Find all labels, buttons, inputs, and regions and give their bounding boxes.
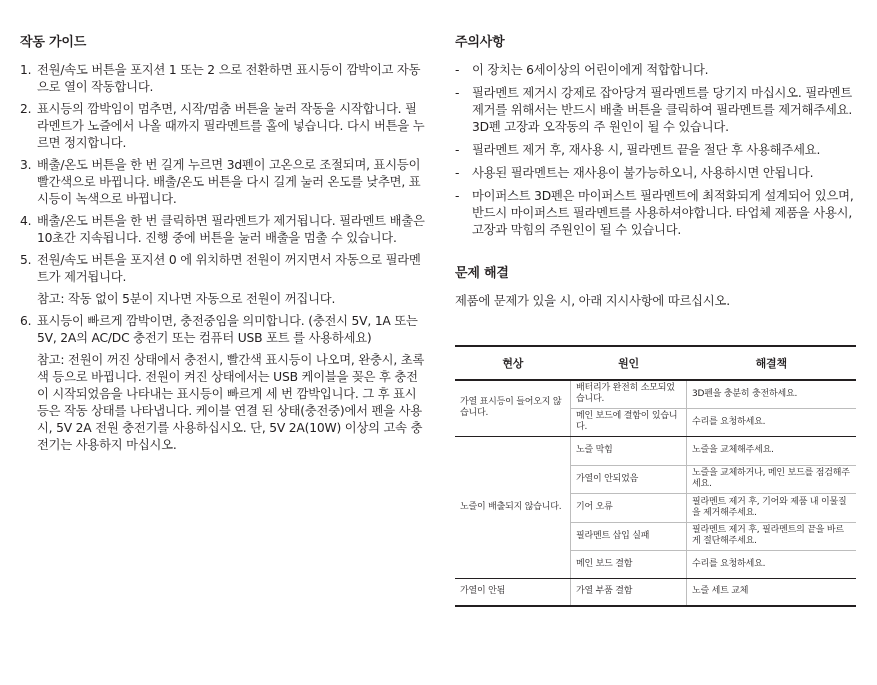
solution-cell: 3D펜을 충분히 충전하세요. xyxy=(687,380,857,408)
step-text: 배출/온도 버튼을 한 번 클릭하면 필라멘트가 제거됩니다. 필라멘트 배출은 10초간 지속됩니다. 진행 중에 버튼을 눌러 배출을 멈출 수 있습니다. xyxy=(37,214,425,245)
caution-text: 필라멘트 제거시 강제로 잡아당겨 필라멘트를 당기지 마십시오. 필라멘트 제거를 위해서는 반드시 배출 버튼을 클릭하여 필라멘트를 제거해주세요. 3D펜 고장과 오작동의 주 원인이 될 수 있습니다. xyxy=(472,86,853,134)
solution-cell: 수리를 요청하세요. xyxy=(687,408,857,436)
troubleshoot-intro: 제품에 문제가 있을 시, 아래 지시사항에 따르십시오. xyxy=(455,294,730,308)
cause-cell: 메인 보드 결함 xyxy=(571,550,687,578)
table-row xyxy=(455,436,856,465)
step-number: 6. xyxy=(20,314,32,328)
dash-bullet: - xyxy=(455,143,460,157)
step-item xyxy=(20,313,428,454)
caution-text: 사용된 필라멘트는 재사용이 불가능하오니, 사용하시면 안됩니다. xyxy=(472,166,814,180)
cause-cell: 배터리가 완전히 소모되었습니다. xyxy=(571,380,687,408)
step-item xyxy=(20,62,428,96)
step-text: 표시등이 빠르게 깜박이면, 충전중임을 의미합니다. (충전시 5V, 1A 또는 5V, 2A의 AC/DC 충전기 또는 컴퓨터 USB 포트 를 사용하세요) xyxy=(37,314,418,345)
cause-cell: 필라멘트 삽입 실패 xyxy=(571,522,687,550)
troubleshoot-table xyxy=(455,345,856,607)
table-row xyxy=(455,578,856,606)
step-text: 배출/온도 버튼을 한 번 길게 누르면 3d펜이 고온으로 조절되며, 표시등이 빨간색으로 바뀝니다. 배출/온도 버튼을 다시 길게 눌러 온도를 낮추면, 표시등이 녹색으로 바뀝니다. xyxy=(37,158,421,206)
cause-cell: 기어 오류 xyxy=(571,493,687,522)
solution-cell: 노즐을 교체하거나, 메인 보드를 점검해주세요. xyxy=(687,465,857,493)
caution-text: 이 장치는 6세이상의 어린이에게 적합합니다. xyxy=(472,63,709,77)
header-cause: 원인 xyxy=(571,346,687,380)
header-symptom: 현상 xyxy=(455,346,571,380)
troubleshoot-section xyxy=(455,265,857,310)
step-note: 참고: 전원이 꺼진 상태에서 충전시, 빨간색 표시등이 나오며, 완충시, 초록색 등으로 바뀝니다. 전원이 켜진 상태에서는 USB 케이블을 꽂은 후 충전이 시작되었음을 나타내는 표시등이 빠르게 세 번 깜박입니다. 그 후 표시등은 작동 상태를 나타냅니다. 케이블 연결 된 상태(충전중)에서 펜을 사용 시, 5V 2A 전원 충전기를 사용하십시오. 단, 5V 2A(10W) 이상의 고속 충전기는 사용하지 마십시오. xyxy=(37,353,425,452)
operation-steps-list xyxy=(20,62,428,454)
step-number: 4. xyxy=(20,214,32,228)
solution-cell: 노즐을 교체해주세요. xyxy=(687,436,857,465)
step-number: 5. xyxy=(20,253,32,267)
caution-item xyxy=(455,142,857,159)
caution-item xyxy=(455,62,857,79)
caution-item xyxy=(455,188,857,239)
cause-cell: 가열 부품 결함 xyxy=(571,578,687,606)
step-text: 전원/속도 버튼을 포지션 1 또는 2 으로 전환하면 표시등이 깜박이고 자동으로 열이 작동합니다. xyxy=(37,63,421,94)
dash-bullet: - xyxy=(455,166,460,180)
cause-cell: 노즐 막힘 xyxy=(571,436,687,465)
dash-bullet: - xyxy=(455,86,460,100)
solution-cell: 노즐 세트 교체 xyxy=(687,578,857,606)
step-item xyxy=(20,252,428,308)
cause-cell: 가열이 안되었음 xyxy=(571,465,687,493)
solution-cell: 수리를 요청하세요. xyxy=(687,550,857,578)
table-header-row xyxy=(455,346,856,380)
caution-list xyxy=(455,62,857,239)
caution-item xyxy=(455,85,857,136)
step-number: 3. xyxy=(20,158,32,172)
step-item xyxy=(20,157,428,208)
caution-title: 주의사항 xyxy=(455,35,505,50)
dash-bullet: - xyxy=(455,63,460,77)
symptom-cell: 노즐이 배출되지 않습니다. xyxy=(455,436,571,578)
solution-cell: 필라멘트 제거 후, 기어와 제품 내 이물질을 제거해주세요. xyxy=(687,493,857,522)
header-solution: 해결책 xyxy=(687,346,857,380)
operation-guide-title: 작동 가이드 xyxy=(20,35,87,50)
step-item xyxy=(20,213,428,247)
caution-item xyxy=(455,165,857,182)
symptom-cell: 가열 표시등이 들어오지 않습니다. xyxy=(455,380,571,436)
operation-guide-section xyxy=(20,34,428,459)
cause-cell: 메인 보드에 결함이 있습니다. xyxy=(571,408,687,436)
step-text: 표시등의 깜박임이 멈추면, 시작/멈춤 버튼을 눌러 작동을 시작합니다. 필라멘트가 노즐에서 나올 때까지 필라멘트를 홀에 넣습니다. 다시 버튼을 누르면 정지합니다. xyxy=(37,102,425,150)
dash-bullet: - xyxy=(455,189,460,203)
caution-text: 마이퍼스트 3D펜은 마이퍼스트 필라멘트에 최적화되게 설계되어 있으며, 반드시 마이퍼스트 필라멘트를 사용하셔야합니다. 타업체 제품을 사용시, 고장과 막힘의 주원인이 될 수 있습니다. xyxy=(472,189,854,237)
symptom-cell: 가열이 안됨 xyxy=(455,578,571,606)
step-text: 전원/속도 버튼을 포지션 0 에 위치하면 전원이 꺼지면서 자동으로 필라멘트가 제거됩니다. xyxy=(37,253,421,284)
caution-section xyxy=(455,34,857,310)
step-number: 2. xyxy=(20,102,32,116)
step-item xyxy=(20,101,428,152)
caution-text: 필라멘트 제거 후, 재사용 시, 필라멘트 끝을 절단 후 사용해주세요. xyxy=(472,143,821,157)
troubleshoot-title: 문제 해결 xyxy=(455,266,509,281)
step-number: 1. xyxy=(20,63,32,77)
solution-cell: 필라멘트 제거 후, 필라멘트의 끝을 바르게 절단해주세요. xyxy=(687,522,857,550)
table-row xyxy=(455,380,856,408)
step-note: 참고: 작동 없이 5분이 지나면 자동으로 전원이 꺼집니다. xyxy=(37,292,336,306)
